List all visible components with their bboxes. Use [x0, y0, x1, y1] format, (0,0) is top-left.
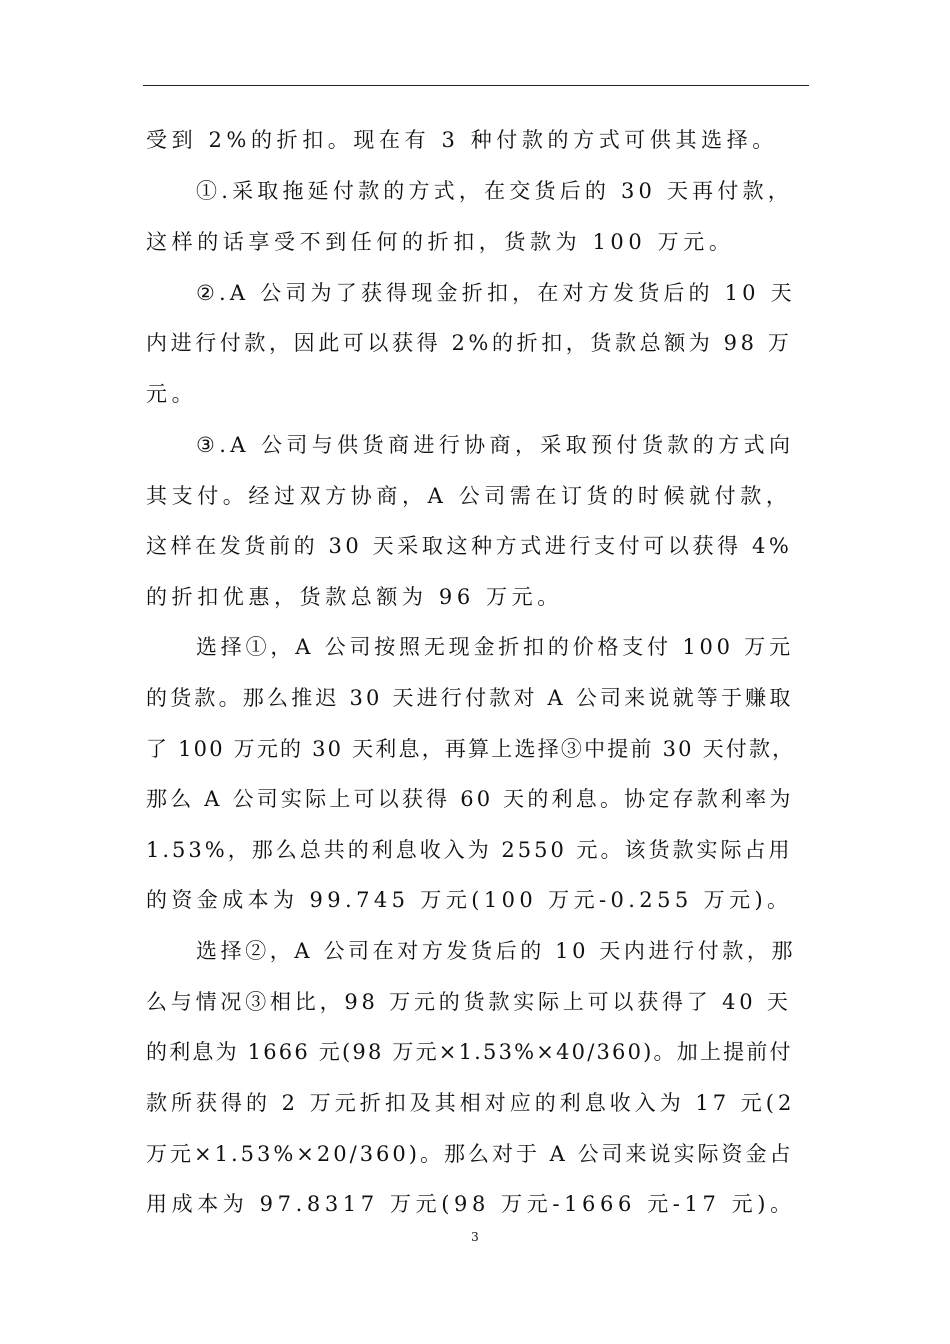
page-number: 3: [471, 1230, 479, 1244]
header-rule: [143, 85, 809, 86]
text-line: 这样在发货前的 30 天采取这种方式进行支付可以获得 4%: [146, 534, 793, 558]
text-line: ②.A 公司为了获得现金折扣，在对方发货后的 10 天: [196, 281, 796, 305]
text-line: 元。: [146, 382, 198, 406]
text-line: 其支付。经过双方协商，A 公司需在订货的时候就付款，: [146, 484, 792, 508]
text-line: 么与情况③相比，98 万元的货款实际上可以获得了 40 天: [146, 990, 792, 1014]
text-line: 受到 2%的折扣。现在有 3 种付款的方式可供其选择。: [146, 128, 778, 152]
text-line: 万元×1.53%×20/360)。那么对于 A 公司来说实际资金占: [146, 1142, 794, 1166]
text-line: 选择②，A 公司在对方发货后的 10 天内进行付款，那: [196, 939, 797, 963]
text-line: ①.采取拖延付款的方式，在交货后的 30 天再付款，: [196, 179, 793, 203]
text-line: 的货款。那么推迟 30 天进行付款对 A 公司来说就等于赚取: [146, 686, 794, 710]
text-line: 选择①，A 公司按照无现金折扣的价格支付 100 万元: [196, 635, 794, 659]
text-line: 的折扣优惠，货款总额为 96 万元。: [146, 585, 563, 609]
text-line: 的利息为 1666 元(98 万元×1.53%×40/360)。加上提前付: [146, 1040, 793, 1064]
text-line: 内进行付款，因此可以获得 2%的折扣，货款总额为 98 万: [146, 331, 793, 355]
text-line: 的资金成本为 99.745 万元(100 万元-0.255 万元)。: [146, 888, 793, 912]
text-line: 1.53%，那么总共的利息收入为 2550 元。该货款实际占用: [146, 838, 793, 862]
text-line: 用成本为 97.8317 万元(98 万元-1666 元-17 元)。: [146, 1192, 796, 1216]
text-line: 这样的话享受不到任何的折扣，货款为 100 万元。: [146, 230, 735, 254]
text-line: 那么 A 公司实际上可以获得 60 天的利息。协定存款利率为: [146, 787, 794, 811]
text-line: ③.A 公司与供货商进行协商，采取预付货款的方式向: [196, 433, 795, 457]
text-line: 款所获得的 2 万元折扣及其相对应的利息收入为 17 元(2: [146, 1091, 796, 1115]
text-line: 了 100 万元的 30 天利息，再算上选择③中提前 30 天付款，: [146, 737, 796, 761]
